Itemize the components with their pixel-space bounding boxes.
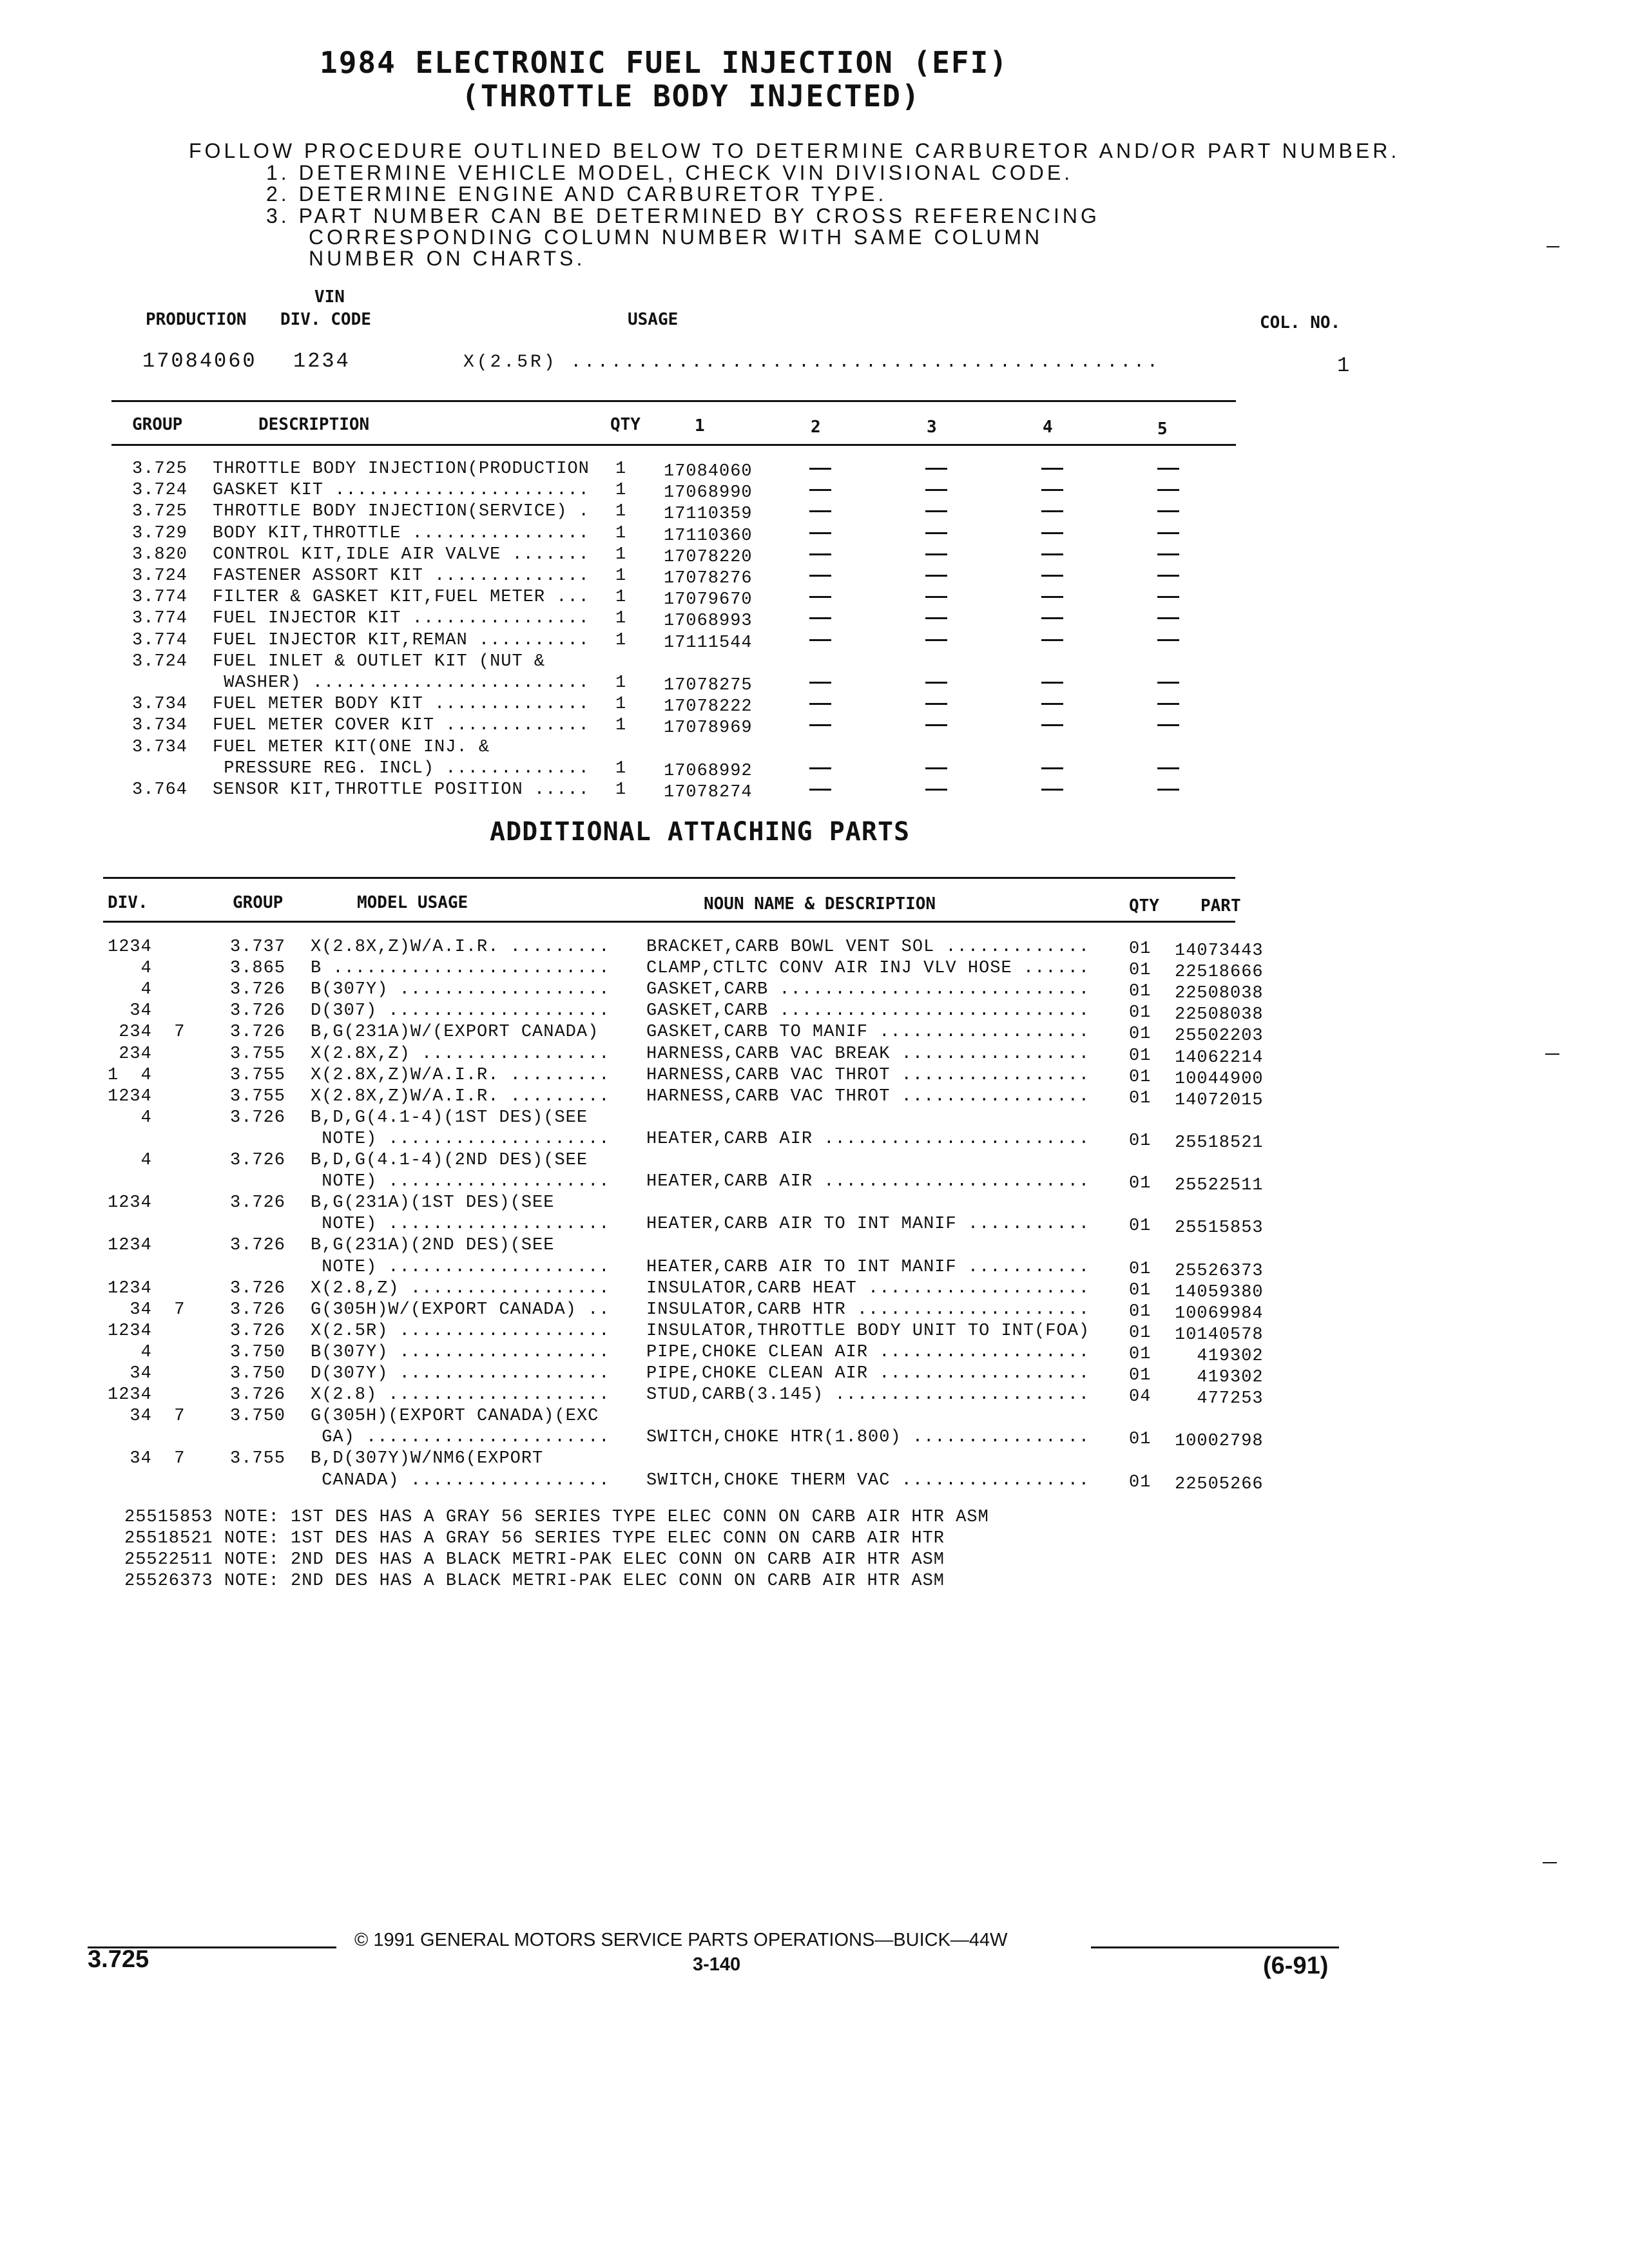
parts-row-group: 3.724 [132, 481, 188, 500]
not-applicable-dash [809, 575, 831, 577]
additional-row-noun: BRACKET,CARB BOWL VENT SOL ............. [646, 937, 1090, 957]
additional-row-qty: 01 [1129, 1345, 1152, 1364]
additional-row-qty: 04 [1129, 1387, 1152, 1407]
additional-row-model: X(2.5R) ................... [311, 1321, 610, 1341]
additional-row-noun: HARNESS,CARB VAC BREAK ................. [646, 1044, 1090, 1064]
margin-mark [1545, 1053, 1559, 1055]
not-applicable-dash [809, 596, 831, 598]
additional-row-part: 25502203 [1175, 1026, 1264, 1046]
not-applicable-dash [1041, 596, 1063, 598]
not-applicable-dash [1041, 489, 1063, 491]
margin-mark [1547, 246, 1559, 247]
additional-row-group: 3.726 [230, 1321, 286, 1341]
not-applicable-dash [1041, 703, 1063, 705]
parts-row-description: FUEL INLET & OUTLET KIT (NUT & [213, 652, 546, 671]
page-subtitle: (THROTTLE BODY INJECTED) [461, 79, 921, 113]
parts-row-qty: 1 [615, 588, 627, 607]
page-title: 1984 ELECTRONIC FUEL INJECTION (EFI) [320, 45, 1008, 80]
parts-row-description: FUEL METER KIT(ONE INJ. & [213, 738, 490, 757]
additional-row-part: 22508038 [1175, 1005, 1264, 1024]
parts-header-qty: QTY [610, 415, 641, 434]
parts-header-col3: 3 [927, 418, 937, 437]
additional-row-model: G(305H)(EXPORT CANADA)(EXC [311, 1407, 599, 1426]
not-applicable-dash [809, 703, 831, 705]
not-applicable-dash [1041, 553, 1063, 555]
additional-row-group: 3.755 [230, 1449, 286, 1468]
parts-row-part-number: 17068993 [664, 611, 753, 631]
parts-row-description: CONTROL KIT,IDLE AIR VALVE ....... [213, 545, 590, 564]
additional-row-part: 10044900 [1175, 1070, 1264, 1089]
not-applicable-dash [1157, 532, 1179, 534]
not-applicable-dash [1157, 767, 1179, 769]
additional-row-group: 3.750 [230, 1364, 286, 1383]
additional-row-qty: 01 [1129, 1302, 1152, 1321]
additional-row-model: D(307) .................... [311, 1001, 610, 1021]
not-applicable-dash [925, 575, 947, 577]
additional-row-model: GA) ...................... [311, 1428, 610, 1447]
additional-row-noun: HEATER,CARB AIR TO INT MANIF ........... [646, 1258, 1090, 1277]
additional-row-noun: HARNESS,CARB VAC THROT ................. [646, 1066, 1090, 1085]
instruction-step-3-cont: CORRESPONDING COLUMN NUMBER WITH SAME COLUMN [309, 226, 1043, 249]
parts-row-description: SENSOR KIT,THROTTLE POSITION ..... [213, 780, 590, 800]
additional-header-rule [103, 921, 1235, 923]
instruction-step-3-cont2: NUMBER ON CHARTS. [309, 247, 586, 270]
footer-copyright: © 1991 GENERAL MOTORS SERVICE PARTS OPERATIONS—BUICK—44W [354, 1930, 1008, 1950]
parts-row-description: FUEL METER BODY KIT .............. [213, 695, 590, 714]
usage-production: 17084060 [142, 349, 257, 373]
not-applicable-dash [809, 553, 831, 555]
note-line: 25526373 NOTE: 2ND DES HAS A BLACK METRI-PAK ELEC CONN ON CARB AIR HTR ASM [124, 1571, 945, 1591]
parts-row-part-number: 17078274 [664, 783, 753, 802]
parts-table-header-rule [111, 444, 1236, 446]
additional-header-model: MODEL USAGE [357, 893, 468, 912]
parts-row-qty: 1 [615, 502, 627, 521]
additional-row-group: 3.726 [230, 1001, 286, 1021]
additional-top-rule [103, 877, 1235, 879]
col-no-label: COL. NO. [1260, 313, 1341, 332]
note-line: 25518521 NOTE: 1ST DES HAS A GRAY 56 SERIES TYPE ELEC CONN ON CARB AIR HTR [124, 1529, 945, 1548]
additional-row-noun: INSULATOR,CARB HEAT .................... [646, 1279, 1090, 1298]
additional-row-noun: HEATER,CARB AIR TO INT MANIF ........... [646, 1215, 1090, 1234]
not-applicable-dash [1157, 639, 1179, 641]
parts-row-group: 3.774 [132, 609, 188, 628]
additional-row-model: NOTE) .................... [311, 1258, 610, 1277]
additional-row-noun: PIPE,CHOKE CLEAN AIR ................... [646, 1343, 1090, 1362]
parts-row-part-number: 17078275 [664, 676, 753, 695]
additional-row-noun: CLAMP,CTLTC CONV AIR INJ VLV HOSE ...... [646, 959, 1090, 978]
parts-row-qty: 1 [615, 609, 627, 628]
additional-row-part: 14072015 [1175, 1091, 1264, 1110]
additional-row-div: 234 [108, 1044, 152, 1064]
additional-row-noun: PIPE,CHOKE CLEAN AIR ................... [646, 1364, 1090, 1383]
additional-row-qty: 01 [1129, 1131, 1152, 1151]
additional-row-part: 25526373 [1175, 1262, 1264, 1281]
not-applicable-dash [925, 468, 947, 470]
additional-row-model: B(307Y) ................... [311, 980, 610, 999]
additional-row-div: 4 [108, 1151, 152, 1170]
parts-row-group: 3.724 [132, 652, 188, 671]
parts-header-group: GROUP [132, 415, 183, 434]
additional-row-part: 14059380 [1175, 1283, 1264, 1302]
additional-row-div: 1234 [108, 1385, 152, 1405]
parts-row-qty: 1 [615, 695, 627, 714]
additional-row-model: B,G(231A)(2ND DES)(SEE [311, 1236, 555, 1255]
additional-row-model: X(2.8X,Z) ................. [311, 1044, 610, 1064]
additional-row-part: 25515853 [1175, 1218, 1264, 1238]
parts-row-group: 3.820 [132, 545, 188, 564]
additional-row-qty: 01 [1129, 1024, 1152, 1044]
note-line: 25515853 NOTE: 1ST DES HAS A GRAY 56 SERIES TYPE ELEC CONN ON CARB AIR HTR ASM [124, 1508, 989, 1527]
additional-row-qty: 01 [1129, 1430, 1152, 1449]
additional-row-group: 3.755 [230, 1044, 286, 1064]
additional-row-group: 3.726 [230, 1279, 286, 1298]
not-applicable-dash [809, 789, 831, 791]
additional-row-qty: 01 [1129, 1281, 1152, 1300]
parts-row-part-number: 17078220 [664, 548, 753, 567]
additional-row-noun: SWITCH,CHOKE THERM VAC ................. [646, 1471, 1090, 1490]
parts-row-description: THROTTLE BODY INJECTION(SERVICE) . [213, 502, 590, 521]
usage-div-code: 1234 [293, 349, 351, 373]
additional-row-div: 4 [108, 1108, 152, 1128]
parts-row-part-number: 17078276 [664, 569, 753, 588]
usage-col-no: 1 [1337, 354, 1352, 378]
additional-row-noun: GASKET,CARB TO MANIF ................... [646, 1023, 1090, 1042]
additional-row-noun: GASKET,CARB ............................ [646, 980, 1090, 999]
div-code-label: DIV. CODE [280, 310, 371, 329]
additional-row-qty: 01 [1129, 1046, 1152, 1066]
not-applicable-dash [925, 617, 947, 619]
parts-row-qty: 1 [615, 459, 627, 479]
not-applicable-dash [925, 767, 947, 769]
additional-row-model: G(305H)W/(EXPORT CANADA) .. [311, 1300, 610, 1320]
additional-row-part: 477253 [1175, 1389, 1264, 1408]
not-applicable-dash [1041, 724, 1063, 726]
additional-row-noun: INSULATOR,THROTTLE BODY UNIT TO INT(FOA) [646, 1321, 1090, 1341]
additional-row-qty: 01 [1129, 1089, 1152, 1108]
additional-row-div: 4 [108, 980, 152, 999]
parts-row-part-number: 17078969 [664, 718, 753, 738]
additional-row-div: 34 7 [108, 1407, 186, 1426]
instructions-intro: FOLLOW PROCEDURE OUTLINED BELOW TO DETERMINE CARBURETOR AND/OR PART NUMBER. [189, 139, 1400, 162]
not-applicable-dash [925, 489, 947, 491]
usage-label: USAGE [628, 310, 679, 329]
additional-row-group: 3.726 [230, 1300, 286, 1320]
additional-row-part: 419302 [1175, 1368, 1264, 1387]
usage-description: X(2.5R) ............................................ [463, 352, 1161, 372]
additional-row-div: 1234 [108, 1236, 152, 1255]
parts-row-group: 3.734 [132, 738, 188, 757]
additional-row-group: 3.750 [230, 1343, 286, 1362]
additional-row-qty: 01 [1129, 1473, 1152, 1492]
additional-row-model: B,G(231A)(1ST DES)(SEE [311, 1193, 555, 1213]
additional-row-div: 34 [108, 1001, 152, 1021]
additional-row-div: 1 4 [108, 1066, 152, 1085]
additional-row-part: 14062214 [1175, 1048, 1264, 1068]
not-applicable-dash [1157, 553, 1179, 555]
not-applicable-dash [809, 767, 831, 769]
additional-row-part: 10140578 [1175, 1325, 1264, 1345]
parts-row-description: WASHER) ......................... [213, 673, 590, 693]
additional-row-group: 3.750 [230, 1407, 286, 1426]
additional-row-model: NOTE) .................... [311, 1129, 610, 1149]
parts-row-qty: 1 [615, 631, 627, 650]
additional-header-part: PART [1200, 896, 1241, 916]
additional-row-noun: INSULATOR,CARB HTR ..................... [646, 1300, 1090, 1320]
not-applicable-dash [809, 724, 831, 726]
not-applicable-dash [925, 532, 947, 534]
additional-row-model: X(2.8X,Z)W/A.I.R. ......... [311, 937, 610, 957]
additional-row-model: D(307Y) ................... [311, 1364, 610, 1383]
additional-heading: ADDITIONAL ATTACHING PARTS [490, 817, 911, 847]
parts-header-col5: 5 [1157, 419, 1168, 439]
not-applicable-dash [1157, 510, 1179, 512]
parts-row-qty: 1 [615, 524, 627, 543]
parts-row-description: FUEL INJECTOR KIT,REMAN .......... [213, 631, 590, 650]
not-applicable-dash [1041, 617, 1063, 619]
additional-row-div: 34 [108, 1364, 152, 1383]
additional-row-model: B(307Y) ................... [311, 1343, 610, 1362]
note-line: 25522511 NOTE: 2ND DES HAS A BLACK METRI-PAK ELEC CONN ON CARB AIR HTR ASM [124, 1550, 945, 1570]
parts-row-group: 3.725 [132, 502, 188, 521]
parts-header-col4: 4 [1043, 418, 1053, 437]
additional-row-part: 22508038 [1175, 984, 1264, 1003]
parts-row-part-number: 17078222 [664, 697, 753, 716]
additional-row-div: 1234 [108, 1087, 152, 1106]
parts-row-part-number: 17110360 [664, 526, 753, 546]
footer-section-code: 3.725 [88, 1946, 149, 1973]
not-applicable-dash [809, 532, 831, 534]
additional-row-model: NOTE) .................... [311, 1215, 610, 1234]
parts-row-description: FUEL METER COVER KIT ............. [213, 716, 590, 735]
parts-row-qty: 1 [615, 566, 627, 586]
additional-row-group: 3.726 [230, 1151, 286, 1170]
additional-row-noun: GASKET,CARB ............................ [646, 1001, 1090, 1021]
not-applicable-dash [809, 682, 831, 684]
additional-row-model: NOTE) .................... [311, 1172, 610, 1191]
additional-row-noun: HEATER,CARB AIR ........................ [646, 1172, 1090, 1191]
parts-row-description: PRESSURE REG. INCL) ............. [213, 759, 590, 778]
additional-row-qty: 01 [1129, 1323, 1152, 1343]
additional-row-group: 3.726 [230, 1023, 286, 1042]
additional-row-group: 3.755 [230, 1087, 286, 1106]
additional-row-model: X(2.8X,Z)W/A.I.R. ......... [311, 1066, 610, 1085]
instruction-step-3: 3. PART NUMBER CAN BE DETERMINED BY CROSS REFERENCING [266, 204, 1100, 227]
parts-row-description: FILTER & GASKET KIT,FUEL METER ... [213, 588, 590, 607]
additional-row-model: B,G(231A)W/(EXPORT CANADA) [311, 1023, 599, 1042]
not-applicable-dash [1157, 617, 1179, 619]
additional-row-model: B ......................... [311, 959, 610, 978]
not-applicable-dash [925, 682, 947, 684]
not-applicable-dash [809, 468, 831, 470]
additional-row-div: 1234 [108, 1321, 152, 1341]
additional-row-div: 234 7 [108, 1023, 186, 1042]
parts-row-group: 3.734 [132, 695, 188, 714]
additional-row-part: 25522511 [1175, 1176, 1264, 1195]
not-applicable-dash [1157, 575, 1179, 577]
additional-row-noun: HARNESS,CARB VAC THROT ................. [646, 1087, 1090, 1106]
vin-label: VIN [314, 287, 345, 307]
additional-header-group: GROUP [233, 893, 284, 912]
parts-row-qty: 1 [615, 780, 627, 800]
additional-row-div: 1234 [108, 937, 152, 957]
additional-row-model: B,D,G(4.1-4)(2ND DES)(SEE [311, 1151, 588, 1170]
not-applicable-dash [925, 596, 947, 598]
additional-row-qty: 01 [1129, 1174, 1152, 1193]
parts-header-description: DESCRIPTION [258, 415, 370, 434]
additional-row-part: 22505266 [1175, 1475, 1264, 1494]
additional-row-group: 3.726 [230, 1108, 286, 1128]
additional-row-div: 34 7 [108, 1300, 186, 1320]
parts-row-group: 3.725 [132, 459, 188, 479]
parts-row-group: 3.724 [132, 566, 188, 586]
not-applicable-dash [1157, 468, 1179, 470]
not-applicable-dash [1041, 532, 1063, 534]
not-applicable-dash [925, 553, 947, 555]
not-applicable-dash [1157, 489, 1179, 491]
not-applicable-dash [809, 510, 831, 512]
not-applicable-dash [1157, 682, 1179, 684]
parts-row-description: THROTTLE BODY INJECTION(PRODUCTION [213, 459, 590, 479]
margin-mark [1543, 1862, 1557, 1863]
additional-row-part: 22518666 [1175, 963, 1264, 982]
parts-row-qty: 1 [615, 481, 627, 500]
not-applicable-dash [1157, 596, 1179, 598]
not-applicable-dash [1157, 724, 1179, 726]
additional-row-group: 3.755 [230, 1066, 286, 1085]
instruction-step-1: 1. DETERMINE VEHICLE MODEL, CHECK VIN DIVISIONAL CODE. [266, 161, 1074, 184]
parts-row-group: 3.729 [132, 524, 188, 543]
additional-row-noun: SWITCH,CHOKE HTR(1.800) ................ [646, 1428, 1090, 1447]
not-applicable-dash [925, 703, 947, 705]
additional-row-qty: 01 [1129, 982, 1152, 1001]
additional-row-model: B,D(307Y)W/NM6(EXPORT [311, 1449, 544, 1468]
instruction-step-2: 2. DETERMINE ENGINE AND CARBURETOR TYPE. [266, 182, 887, 206]
not-applicable-dash [925, 510, 947, 512]
parts-row-description: GASKET KIT ....................... [213, 481, 590, 500]
additional-row-qty: 01 [1129, 939, 1152, 959]
not-applicable-dash [1041, 575, 1063, 577]
additional-row-group: 3.726 [230, 1193, 286, 1213]
additional-row-model: B,D,G(4.1-4)(1ST DES)(SEE [311, 1108, 588, 1128]
parts-row-part-number: 17110359 [664, 505, 753, 524]
additional-row-div: 1234 [108, 1193, 152, 1213]
parts-row-part-number: 17111544 [664, 633, 753, 653]
additional-row-div: 4 [108, 1343, 152, 1362]
footer-page-number: 3-140 [693, 1954, 741, 1975]
additional-row-qty: 01 [1129, 1068, 1152, 1087]
parts-row-description: FUEL INJECTOR KIT ................ [213, 609, 590, 628]
parts-row-description: FASTENER ASSORT KIT .............. [213, 566, 590, 586]
not-applicable-dash [1041, 767, 1063, 769]
not-applicable-dash [1041, 468, 1063, 470]
not-applicable-dash [925, 789, 947, 791]
parts-row-part-number: 17079670 [664, 590, 753, 610]
parts-header-col2: 2 [811, 418, 821, 437]
additional-row-qty: 01 [1129, 961, 1152, 980]
additional-row-qty: 01 [1129, 1216, 1152, 1236]
not-applicable-dash [1041, 682, 1063, 684]
additional-header-qty: QTY [1129, 896, 1159, 916]
additional-row-part: 10069984 [1175, 1304, 1264, 1323]
not-applicable-dash [925, 639, 947, 641]
additional-row-noun: STUD,CARB(3.145) ....................... [646, 1385, 1090, 1405]
footer-date-code: (6-91) [1263, 1952, 1329, 1979]
not-applicable-dash [809, 639, 831, 641]
additional-header-noun: NOUN NAME & DESCRIPTION [704, 894, 936, 914]
additional-row-group: 3.737 [230, 937, 286, 957]
not-applicable-dash [809, 617, 831, 619]
additional-row-qty: 01 [1129, 1260, 1152, 1279]
not-applicable-dash [925, 724, 947, 726]
parts-row-qty: 1 [615, 673, 627, 693]
additional-row-group: 3.865 [230, 959, 286, 978]
not-applicable-dash [1157, 703, 1179, 705]
additional-row-noun: HEATER,CARB AIR ........................ [646, 1129, 1090, 1149]
parts-row-group: 3.764 [132, 780, 188, 800]
not-applicable-dash [809, 489, 831, 491]
additional-row-part: 419302 [1175, 1347, 1264, 1366]
additional-row-model: X(2.8,Z) .................. [311, 1279, 610, 1298]
not-applicable-dash [1157, 789, 1179, 791]
footer-right-rule [1091, 1946, 1339, 1948]
parts-table-top-rule [111, 400, 1236, 402]
parts-row-description: BODY KIT,THROTTLE ................ [213, 524, 590, 543]
parts-row-group: 3.774 [132, 588, 188, 607]
additional-row-part: 14073443 [1175, 941, 1264, 961]
additional-row-group: 3.726 [230, 1236, 286, 1255]
parts-row-part-number: 17068992 [664, 762, 753, 781]
additional-row-div: 1234 [108, 1279, 152, 1298]
parts-row-qty: 1 [615, 545, 627, 564]
parts-header-col1: 1 [695, 416, 705, 436]
additional-row-qty: 01 [1129, 1003, 1152, 1023]
additional-header-div: DIV. [108, 893, 148, 912]
additional-row-model: X(2.8X,Z)W/A.I.R. ......... [311, 1087, 610, 1106]
parts-row-qty: 1 [615, 716, 627, 735]
not-applicable-dash [1041, 510, 1063, 512]
additional-row-group: 3.726 [230, 1385, 286, 1405]
additional-row-model: CANADA) .................. [311, 1471, 610, 1490]
additional-row-group: 3.726 [230, 980, 286, 999]
additional-row-qty: 01 [1129, 1366, 1152, 1385]
parts-row-part-number: 17068990 [664, 483, 753, 503]
parts-row-part-number: 17084060 [664, 462, 753, 481]
additional-row-part: 10002798 [1175, 1432, 1264, 1451]
additional-row-div: 34 7 [108, 1449, 186, 1468]
not-applicable-dash [1041, 789, 1063, 791]
additional-row-part: 25518521 [1175, 1133, 1264, 1153]
parts-row-group: 3.734 [132, 716, 188, 735]
production-label: PRODUCTION [146, 310, 247, 329]
additional-row-div: 4 [108, 959, 152, 978]
additional-row-model: X(2.8) .................... [311, 1385, 610, 1405]
parts-row-qty: 1 [615, 759, 627, 778]
not-applicable-dash [1041, 639, 1063, 641]
parts-row-group: 3.774 [132, 631, 188, 650]
